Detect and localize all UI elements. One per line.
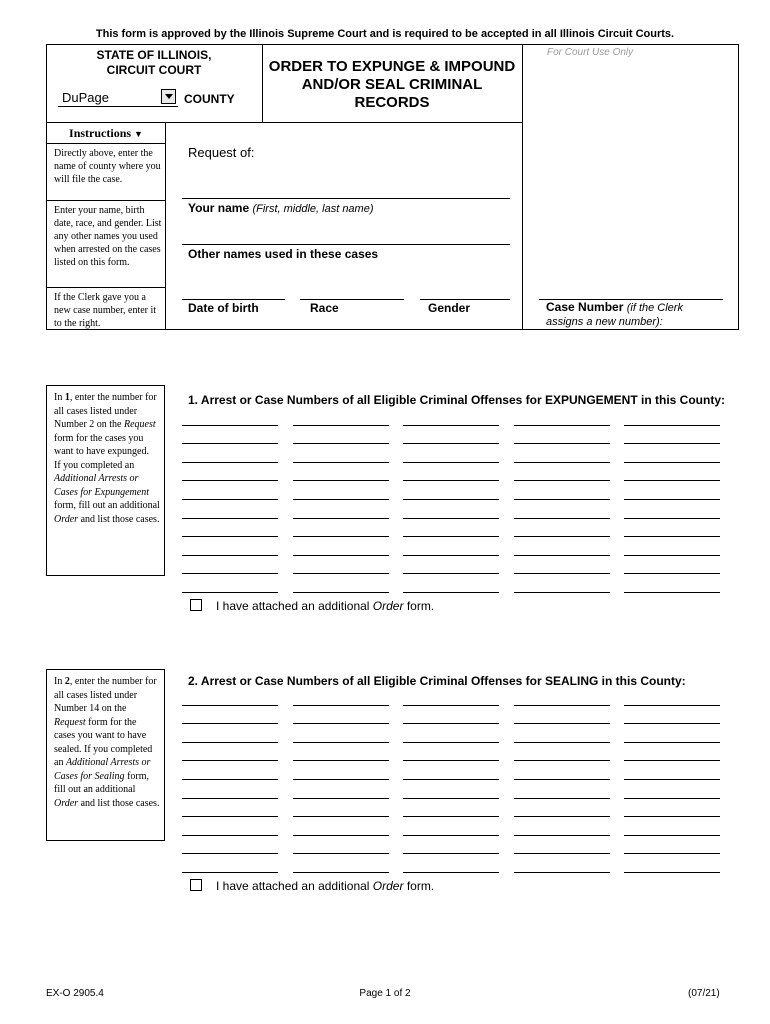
sealing-instructions (46, 669, 165, 841)
case-number-row (182, 407, 719, 426)
form-code: EX-O 2905.4 (46, 988, 104, 999)
case-number-text: Case Number (546, 300, 624, 314)
county-field[interactable]: DuPage (62, 90, 109, 105)
case-number-blank[interactable] (403, 872, 499, 873)
instruction-text: form for the cases you want to have expunged. (54, 432, 149, 457)
case-number-blank[interactable] (514, 592, 610, 593)
dob-label: Date of birth (188, 301, 259, 315)
other-names-line[interactable] (182, 244, 510, 245)
instruction-county: Directly above, enter the name of county where you will file the case. (46, 143, 166, 200)
case-number-blank[interactable] (403, 592, 499, 593)
court-heading (46, 48, 262, 78)
instruction-case-number: If the Clerk gave you a new case number, enter it to the right. (46, 287, 166, 330)
case-number-row (182, 463, 719, 482)
case-number-row (182, 537, 719, 556)
case-number-row (182, 426, 719, 445)
your-name-label (188, 201, 374, 215)
case-number-blank[interactable] (624, 592, 720, 593)
case-number-row (182, 724, 719, 743)
county-label: COUNTY (184, 92, 235, 106)
instruction-text: form for the cases you want to have sealed. If you completed an (54, 716, 153, 768)
instruction-text: form, fill out an additional (54, 770, 150, 795)
check-text: I have attached an additional (216, 599, 373, 613)
request-of-line[interactable] (182, 198, 510, 199)
instruction-form-name: Additional Arrests or Cases for Expungement (54, 473, 149, 498)
instruction-number: 2 (64, 676, 70, 687)
race-line[interactable] (300, 299, 404, 300)
case-number-row (182, 556, 719, 575)
approval-notice: This form is approved by the Illinois Supreme Court and is required to be accepted in all Illinois Circuit Courts. (95, 28, 675, 40)
court-use-box (522, 44, 739, 330)
check-text: form. (403, 599, 435, 613)
sealing-case-grid (182, 687, 719, 873)
instruction-text: If you completed an (54, 459, 135, 471)
expungement-instructions (46, 385, 165, 576)
expungement-section-title: 1. Arrest or Case Numbers of all Eligible Criminal Offenses for EXPUNGEMENT in this County: (188, 393, 725, 407)
case-number-hint: assigns a new number): (546, 316, 663, 328)
check-form-name: Order (372, 879, 404, 893)
race-label: Race (310, 301, 339, 315)
case-number-row (182, 817, 719, 836)
case-number-blank[interactable] (624, 872, 720, 873)
caret-down-icon: ▼ (134, 129, 143, 139)
sealing-attached-label (216, 879, 434, 893)
case-number-row (182, 743, 719, 762)
instruction-text: In (54, 392, 65, 403)
expungement-case-grid (182, 407, 719, 593)
your-name-hint: (First, middle, last name) (252, 203, 374, 215)
instruction-text: and list those cases. (78, 513, 160, 525)
case-number-row (182, 761, 719, 780)
page-number: Page 1 of 2 (359, 988, 411, 999)
instruction-form-name: Request (124, 419, 156, 430)
form-title-line: AND/OR SEAL CRIMINAL (301, 76, 483, 93)
case-number-row (182, 836, 719, 855)
instruction-form-name: Additional Arrests or Cases for Sealing (54, 757, 151, 782)
circuit-court-label: CIRCUIT COURT (106, 63, 202, 77)
case-number-row (182, 854, 719, 873)
case-number-blank[interactable] (514, 872, 610, 873)
sealing-attached-checkbox[interactable] (190, 879, 202, 891)
instruction-number: 1 (64, 392, 70, 403)
expungement-attached-checkbox[interactable] (190, 599, 202, 611)
county-underline (58, 106, 178, 107)
instruction-form-name: Request (54, 716, 86, 728)
case-number-hint: (if the Clerk (626, 302, 683, 314)
form-revision-date: (07/21) (688, 988, 720, 999)
case-number-row (182, 481, 719, 500)
state-label: STATE OF ILLINOIS, (96, 48, 212, 62)
form-title-line: RECORDS (354, 94, 430, 111)
expungement-attached-label (216, 599, 434, 613)
sealing-section-title: 2. Arrest or Case Numbers of all Eligible Criminal Offenses for SEALING in this County: (188, 674, 686, 688)
case-number-row (182, 444, 719, 463)
instruction-form-name: Order (54, 797, 79, 809)
case-number-row (182, 780, 719, 799)
instruction-text: , enter the number for all cases listed under Number 2 on the (54, 392, 157, 430)
court-use-label: For Court Use Only (547, 47, 634, 58)
case-number-label (546, 301, 683, 329)
case-number-blank[interactable] (182, 872, 278, 873)
instruction-form-name: Order (54, 513, 79, 525)
case-number-row (182, 500, 719, 519)
other-names-label: Other names used in these cases (188, 247, 379, 261)
case-number-row (182, 687, 719, 706)
instructions-toggle[interactable] (46, 126, 166, 141)
case-number-blank[interactable] (293, 592, 389, 593)
instruction-text: , enter the number for all cases listed under Number 14 on the (54, 676, 157, 714)
case-number-row (182, 799, 719, 818)
instruction-text: and list those cases. (78, 797, 160, 809)
form-title-line: ORDER TO EXPUNGE & IMPOUND (268, 58, 516, 75)
county-dropdown-button[interactable] (161, 89, 176, 104)
request-of-label: Request of: (188, 145, 255, 160)
check-form-name: Order (372, 599, 404, 613)
instruction-name: Enter your name, birth date, race, and gender. List any other names you used when arrested on the cases listed on this form. (46, 200, 166, 287)
instructions-heading: Instructions (69, 126, 132, 140)
instruction-text: form, fill out an additional (54, 500, 160, 511)
case-number-blank[interactable] (182, 592, 278, 593)
check-text: form. (403, 879, 435, 893)
gender-line[interactable] (420, 299, 510, 300)
case-number-row (182, 706, 719, 725)
form-title (262, 58, 522, 112)
dob-line[interactable] (182, 299, 285, 300)
case-number-row (182, 574, 719, 593)
check-text: I have attached an additional (216, 879, 373, 893)
chevron-down-icon (165, 94, 173, 99)
gender-label: Gender (428, 301, 471, 315)
case-number-blank[interactable] (293, 872, 389, 873)
case-number-row (182, 519, 719, 538)
your-name-text: Your name (188, 201, 250, 215)
instruction-text: In (54, 676, 65, 687)
